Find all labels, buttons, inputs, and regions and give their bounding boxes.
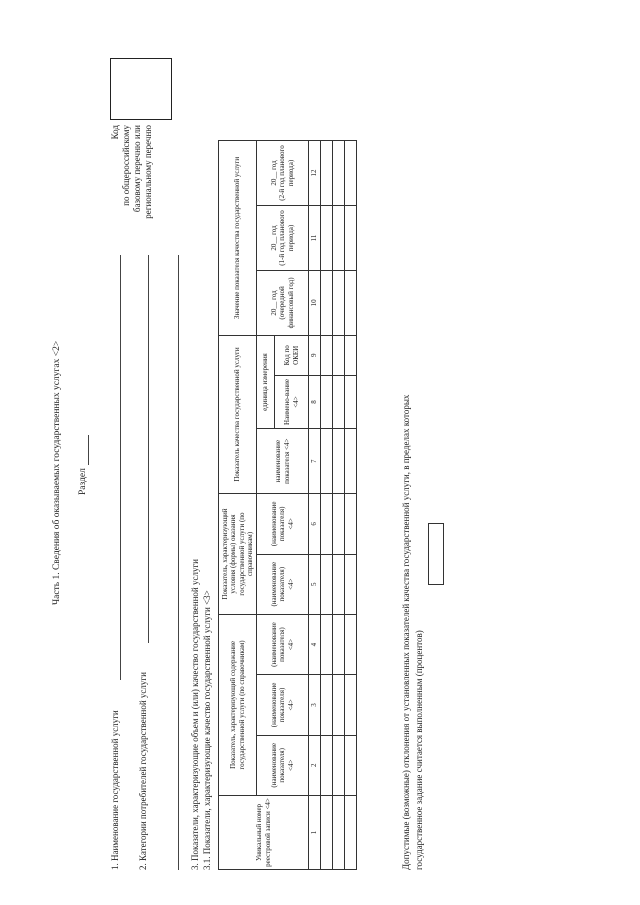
table-cell[interactable] <box>345 494 357 554</box>
table-cell[interactable] <box>345 554 357 614</box>
section-number-line <box>88 435 89 465</box>
table-cell[interactable] <box>345 795 357 869</box>
field-consumers-line[interactable] <box>148 255 149 643</box>
table-cell[interactable] <box>321 335 333 375</box>
part-title: Часть 1. Сведения об оказываемых государственных услугах <2> <box>52 340 62 605</box>
value-year-1: 20__ год (очередной финансовый год) <box>257 270 309 335</box>
content-sub-1: (наименование показателя) <4> <box>257 735 309 795</box>
table-cell[interactable] <box>333 270 345 335</box>
code-box[interactable] <box>110 58 172 120</box>
conditions-sub-1: (наименование показателя) <4> <box>257 554 309 614</box>
quality-unit-sub: единица измерения <box>257 335 275 428</box>
table-cell[interactable] <box>345 270 357 335</box>
col-content-header: Показатель, характеризующий содержание государственной услуги (по справочникам) <box>219 614 257 795</box>
num-4: 4 <box>309 614 321 674</box>
table-cell[interactable] <box>345 206 357 271</box>
table-cell[interactable] <box>345 735 357 795</box>
col-conditions-header: Показатель, характеризующий условия (формы) оказания государственной услуги (по справочникам) <box>219 494 257 615</box>
code-label-line1: Код <box>110 125 120 140</box>
table-cell[interactable] <box>321 554 333 614</box>
table-cell[interactable] <box>321 270 333 335</box>
table-cell[interactable] <box>333 675 345 735</box>
table-cell[interactable] <box>321 494 333 554</box>
table-cell[interactable] <box>333 429 345 494</box>
table-cell[interactable] <box>321 795 333 869</box>
num-11: 11 <box>309 206 321 271</box>
num-2: 2 <box>309 735 321 795</box>
conditions-sub-2: (наименование показателя) <4> <box>257 494 309 554</box>
code-label-line2: по общероссийскому <box>121 125 131 206</box>
field-service-name-line[interactable] <box>120 255 121 680</box>
table-cell[interactable] <box>345 335 357 375</box>
table-cell[interactable] <box>333 795 345 869</box>
table-cell[interactable] <box>333 735 345 795</box>
num-9: 9 <box>309 335 321 375</box>
col-unique-header: Уникальный номер реестровой записи <4> <box>219 795 309 869</box>
section31-label: 3.1. Показатели, характеризующие качество государственной услуги <3> <box>202 590 212 870</box>
table-cell[interactable] <box>321 206 333 271</box>
table-cell[interactable] <box>345 375 357 429</box>
num-8: 8 <box>309 375 321 429</box>
code-label <box>110 125 154 265</box>
table-cell[interactable] <box>321 675 333 735</box>
table-cell[interactable] <box>345 429 357 494</box>
table-cell[interactable] <box>345 675 357 735</box>
table-cell[interactable] <box>321 614 333 674</box>
num-1: 1 <box>309 795 321 869</box>
num-5: 5 <box>309 554 321 614</box>
unit-okei-sub: Код по ОКЕИ <box>275 335 309 375</box>
col-quality-header: Показатель качества государственной услуги <box>219 335 257 493</box>
table-cell[interactable] <box>333 375 345 429</box>
content-sub-2: (наименование показателя) <4> <box>257 675 309 735</box>
table-cell[interactable] <box>333 494 345 554</box>
deviation-input-box[interactable] <box>428 523 444 585</box>
section-label: Раздел <box>78 468 88 495</box>
table-cell[interactable] <box>321 141 333 206</box>
table-cell[interactable] <box>321 429 333 494</box>
num-3: 3 <box>309 675 321 735</box>
code-label-line3: базовому перечню или <box>132 125 142 213</box>
footer-text-2: государственное задание считается выполненным (процентов) <box>414 630 424 870</box>
num-12: 12 <box>309 141 321 206</box>
table-cell[interactable] <box>333 141 345 206</box>
quality-name-sub: наименование показателя <4> <box>257 429 309 494</box>
field-service-name-label: 1. Наименование государственной услуги <box>110 710 120 870</box>
num-7: 7 <box>309 429 321 494</box>
table-cell[interactable] <box>345 141 357 206</box>
num-6: 6 <box>309 494 321 554</box>
footer-text-1: Допустимые (возможные) отклонения от установленных показателей качества государственной услуги, в пределах которых <box>401 394 411 870</box>
value-year-2: 20__ год (1-й год планового периода) <box>257 206 309 271</box>
table-cell[interactable] <box>321 375 333 429</box>
field-consumers-label: 2. Категории потребителей государственной услуги <box>138 672 148 870</box>
field-consumers-line-2[interactable] <box>178 255 179 870</box>
quality-table <box>218 140 357 870</box>
table-cell[interactable] <box>345 614 357 674</box>
num-10: 10 <box>309 270 321 335</box>
table-cell[interactable] <box>333 335 345 375</box>
col-values-header: Значение показателя качества государственной услуги <box>219 141 257 336</box>
value-year-3: 20__ год (2-й год планового периода) <box>257 141 309 206</box>
unit-name-sub: Наимено-вание <4> <box>275 375 309 429</box>
table-cell[interactable] <box>333 206 345 271</box>
code-label-line4: региональному перечню <box>143 125 153 219</box>
table-cell[interactable] <box>333 614 345 674</box>
table-cell[interactable] <box>321 735 333 795</box>
content-sub-3: (наименование показателя) <4> <box>257 614 309 674</box>
section3-label: 3. Показатели, характеризующие объем и (или) качество государственной услуги <box>190 559 200 870</box>
table-cell[interactable] <box>333 554 345 614</box>
